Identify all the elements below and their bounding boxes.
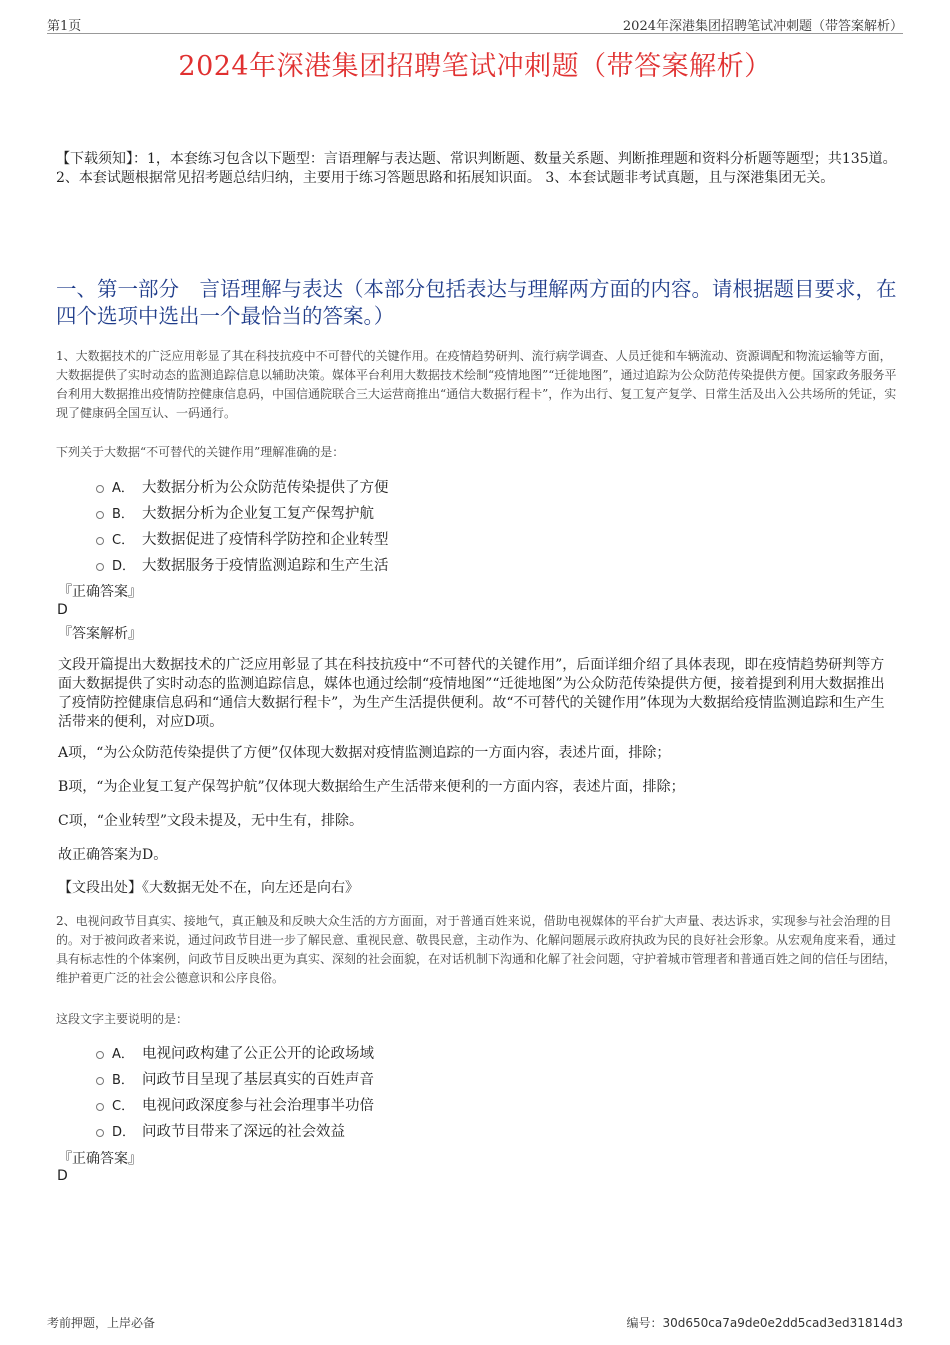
- footer-code: [626, 1314, 903, 1331]
- radio-icon[interactable]: [96, 1051, 104, 1059]
- correct-answer-value: D: [57, 1168, 68, 1184]
- question-1-options: [96, 473, 389, 577]
- code-value: 30d650ca7a9de0e2dd5cad3ed31814d3: [662, 1316, 903, 1330]
- analysis-option-b: B项，“为企业复工复产保驾护航”仅体现大数据给生产生活带来便利的一方面内容，表述片面，排除；: [58, 779, 685, 795]
- option-c[interactable]: C． 电视问政深度参与社会治理事半功倍: [96, 1091, 374, 1117]
- analysis-option-a: A项，“为公众防范传染提供了方便”仅体现大数据对疫情监测追踪的一方面内容，表述片面，排除；: [58, 745, 671, 761]
- radio-icon[interactable]: [96, 1129, 104, 1137]
- footer-slogan: 考前押题，上岸必备: [47, 1316, 156, 1330]
- analysis-option-c: C项，“企业转型”文段未提及，无中生有，排除。: [58, 813, 364, 829]
- radio-icon[interactable]: [96, 1103, 104, 1111]
- option-text: 大数据促进了疫情科学防控和企业转型: [142, 531, 389, 548]
- option-text: 电视问政深度参与社会治理事半功倍: [142, 1097, 374, 1114]
- correct-answer-label: 『正确答案』: [58, 584, 142, 600]
- page-number: 第1页: [47, 19, 82, 34]
- running-header-title: 2024年深港集团招聘笔试冲刺题（带答案解析）: [622, 19, 903, 34]
- option-text: 大数据分析为公众防范传染提供了方便: [142, 479, 389, 496]
- correct-answer-value: D: [57, 602, 68, 618]
- option-b[interactable]: B． 大数据分析为企业复工复产保驾护航: [96, 499, 389, 525]
- question-2-options: [96, 1039, 374, 1143]
- option-text: 问政节目带来了深远的社会效益: [142, 1123, 345, 1140]
- radio-icon[interactable]: [96, 485, 104, 493]
- option-c[interactable]: C． 大数据促进了疫情科学防控和企业转型: [96, 525, 389, 551]
- option-a[interactable]: A． 电视问政构建了公正公开的论政场域: [96, 1039, 374, 1065]
- option-b[interactable]: B． 问政节目呈现了基层真实的百姓声音: [96, 1065, 374, 1091]
- question-1-passage: 1、大数据技术的广泛应用彰显了其在科技抗疫中不可替代的关键作用。在疫情趋势研判、流行病学调查、人员迁徙和车辆流动、资源调配和物流运输等方面，大数据提供了实时动态的监测追踪信息以辅助决策。媒体平台利用大数据技术绘制“疫情地图”“迁徙地图”，通过追踪为公众防范传染提供方便。国家政务服务平台利用大数据推出疫情防控健康信息码，中国信通院联合三大运营商推出“通信大数据行程卡”，作为出行、复工复产复学、日常生活及出入公共场所的凭证，实现了健康码全国互认、一码通行。: [56, 349, 897, 420]
- option-a[interactable]: A． 大数据分析为公众防范传染提供了方便: [96, 473, 389, 499]
- section-heading: 一、第一部分 言语理解与表达（本部分包括表达与理解两方面的内容。请根据题目要求，在四个选项中选出一个最恰当的答案。）: [56, 277, 897, 328]
- option-d[interactable]: D． 问政节目带来了深远的社会效益: [96, 1117, 374, 1143]
- option-d[interactable]: D． 大数据服务于疫情监测追踪和生产生活: [96, 551, 389, 577]
- analysis-label: 『答案解析』: [58, 626, 142, 642]
- analysis-conclusion: 故正确答案为D。: [58, 847, 168, 863]
- question-1-prompt: 下列关于大数据“不可替代的关键作用”理解准确的是：: [56, 445, 345, 459]
- download-notice: 【下载须知】：1，本套练习包含以下题型：言语理解与表达题、常识判断题、数量关系题、判断推理题和资料分析题等题型；共135道。 2、本套试题根据常见招考题总结归纳，主要用于练习答题思路和拓展知识面。 3、本套试题非考试真题，且与深港集团无关。: [56, 151, 897, 186]
- analysis-text: 文段开篇提出大数据技术的广泛应用彰显了其在科技抗疫中“不可替代的关键作用”，后面详细介绍了具体表现，即在疫情趋势研判等方面大数据提供了实时动态的监测追踪信息，媒体也通过绘制“疫情地图”“迁徙地图”为公众防范传染提供方便，接着提到利用大数据推出了疫情防控健康信息码和“通信大数据行程卡”，为生产生活提供便利。故“不可替代的关键作用”体现为大数据给疫情监测追踪和生产生活带来的便利，对应D项。: [58, 657, 885, 730]
- option-text: 大数据服务于疫情监测追踪和生产生活: [142, 557, 389, 574]
- option-text: 问政节目呈现了基层真实的百姓声音: [142, 1071, 374, 1088]
- radio-icon[interactable]: [96, 511, 104, 519]
- question-2-passage: 2、电视问政节目真实、接地气，真正触及和反映大众生活的方方面面，对于普通百姓来说，借助电视媒体的平台扩大声量、表达诉求，实现参与社会治理的目的。对于被问政者来说，通过问政节目进一步了解民意、重视民意、敬畏民意，主动作为、化解问题展示政府执政为民的良好社会形象。从宏观角度来看，通过具有标志性的个体案例，问政节目反映出更为真实、深刻的社会面貌，在对话机制下沟通和化解了社会问题，守护着城市管理者和普通百姓之间的信任与团结，维护着更广泛的社会公德意识和公序良俗。: [56, 914, 897, 985]
- header-divider: [47, 33, 903, 34]
- correct-answer-label: 『正确答案』: [58, 1151, 142, 1167]
- document-title: 2024年深港集团招聘笔试冲刺题（带答案解析）: [178, 51, 772, 82]
- option-text: 大数据分析为企业复工复产保驾护航: [142, 505, 374, 522]
- option-text: 电视问政构建了公正公开的论政场域: [142, 1045, 374, 1062]
- passage-source: 【文段出处】《大数据无处不在，向左还是向右》: [58, 880, 359, 896]
- radio-icon[interactable]: [96, 563, 104, 571]
- radio-icon[interactable]: [96, 537, 104, 545]
- question-2-prompt: 这段文字主要说明的是：: [56, 1012, 189, 1026]
- radio-icon[interactable]: [96, 1077, 104, 1085]
- code-label: 编号：: [626, 1316, 663, 1330]
